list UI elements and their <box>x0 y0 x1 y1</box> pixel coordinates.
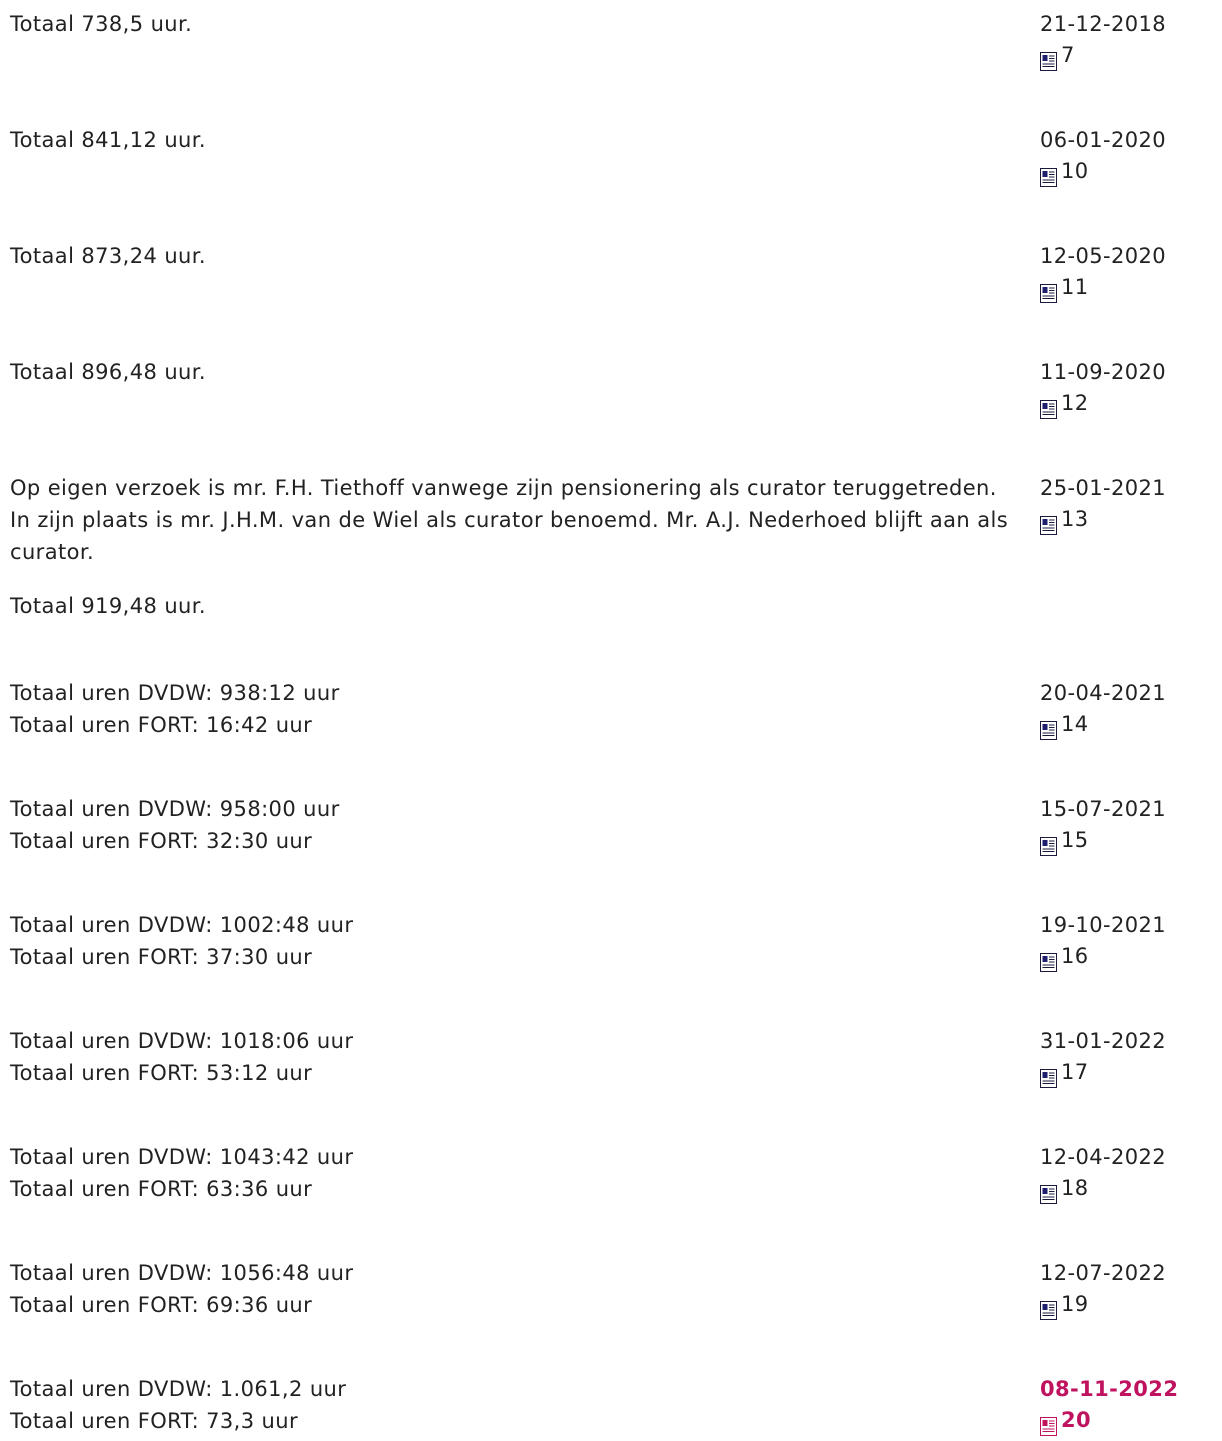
entry-text <box>10 1141 1010 1205</box>
document-icon <box>1040 52 1057 71</box>
entry-line: Totaal 738,5 uur. <box>10 12 193 36</box>
entry-line: Totaal uren FORT: 53:12 uur <box>10 1061 313 1085</box>
report-link[interactable] <box>1040 1405 1220 1441</box>
document-icon <box>1040 1185 1057 1204</box>
entry-line: Totaal uren FORT: 32:30 uur <box>10 829 313 853</box>
report-link[interactable] <box>1040 1057 1220 1093</box>
entry-meta <box>1040 909 1220 977</box>
entry-date: 12-04-2022 <box>1040 1145 1167 1169</box>
document-icon <box>1040 1417 1057 1436</box>
report-link[interactable] <box>1040 941 1220 977</box>
entry-line: Totaal uren FORT: 69:36 uur <box>10 1293 313 1317</box>
entry-date: 21-12-2018 <box>1040 12 1167 36</box>
entry-date: 06-01-2020 <box>1040 128 1167 152</box>
report-link[interactable] <box>1040 388 1220 424</box>
entry-date: 08-11-2022 <box>1040 1377 1179 1401</box>
entry-text <box>10 677 1010 741</box>
entry-text <box>10 793 1010 857</box>
entry-meta <box>1040 124 1220 192</box>
entry-date: 11-09-2020 <box>1040 360 1167 384</box>
entry-line: Totaal uren FORT: 37:30 uur <box>10 945 313 969</box>
entry-line: Totaal uren DVDW: 1018:06 uur <box>10 1029 354 1053</box>
entry-paragraph: Op eigen verzoek is mr. F.H. Tiethoff vanwege zijn pensionering als curator teruggetreden. In zijn plaats is mr. J.H.M. van de Wiel als curator benoemd. Mr. A.J. Nederhoed blijft aan als curator. <box>10 476 1009 564</box>
entry-line: Totaal 919,48 uur. <box>10 594 206 618</box>
document-icon <box>1040 168 1057 187</box>
entry-meta <box>1040 8 1220 76</box>
report-number[interactable]: 14 <box>1061 712 1089 736</box>
entry-line: Totaal uren FORT: 63:36 uur <box>10 1177 313 1201</box>
entry-date: 12-07-2022 <box>1040 1261 1167 1285</box>
document-icon <box>1040 721 1057 740</box>
entry-meta <box>1040 356 1220 424</box>
report-number[interactable]: 11 <box>1061 275 1089 299</box>
entry-text <box>10 240 1010 272</box>
entry-line: Totaal uren DVDW: 1.061,2 uur <box>10 1377 347 1401</box>
report-link[interactable] <box>1040 504 1220 540</box>
entry-line: Totaal 841,12 uur. <box>10 128 206 152</box>
entry-line: Totaal uren DVDW: 1002:48 uur <box>10 913 354 937</box>
report-number[interactable]: 10 <box>1061 159 1089 183</box>
entry-meta <box>1040 1141 1220 1209</box>
entry-text <box>10 8 1010 40</box>
report-number[interactable]: 7 <box>1061 43 1075 67</box>
entry-line: Totaal uren DVDW: 1056:48 uur <box>10 1261 354 1285</box>
report-number[interactable]: 15 <box>1061 828 1089 852</box>
entry-text <box>10 1025 1010 1089</box>
entry-date: 12-05-2020 <box>1040 244 1167 268</box>
document-icon <box>1040 1069 1057 1088</box>
entry-meta <box>1040 1025 1220 1093</box>
report-link[interactable] <box>1040 40 1220 76</box>
entry-text <box>10 356 1010 388</box>
entry-line: Totaal uren FORT: 73,3 uur <box>10 1409 299 1433</box>
entry-meta <box>1040 793 1220 861</box>
entry-meta <box>1040 1373 1220 1441</box>
report-number[interactable]: 18 <box>1061 1176 1089 1200</box>
entry-line: Totaal 873,24 uur. <box>10 244 206 268</box>
report-link[interactable] <box>1040 272 1220 308</box>
report-link[interactable] <box>1040 1173 1220 1209</box>
report-link[interactable] <box>1040 1289 1220 1325</box>
document-icon <box>1040 1301 1057 1320</box>
entry-date: 15-07-2021 <box>1040 797 1167 821</box>
entry-text <box>10 1373 1010 1437</box>
entry-meta <box>1040 472 1220 540</box>
entry-text <box>10 1257 1010 1321</box>
document-icon <box>1040 837 1057 856</box>
document-icon <box>1040 516 1057 535</box>
entry-line: Totaal uren DVDW: 938:12 uur <box>10 681 340 705</box>
entry-date: 20-04-2021 <box>1040 681 1167 705</box>
report-link[interactable] <box>1040 709 1220 745</box>
entry-text <box>10 124 1010 156</box>
report-link[interactable] <box>1040 825 1220 861</box>
entry-meta <box>1040 1257 1220 1325</box>
document-icon <box>1040 400 1057 419</box>
entry-line: Totaal uren FORT: 16:42 uur <box>10 713 313 737</box>
entry-date: 25-01-2021 <box>1040 476 1167 500</box>
entry-meta <box>1040 240 1220 308</box>
report-number[interactable]: 17 <box>1061 1060 1089 1084</box>
entry-text <box>10 472 1010 622</box>
entry-line: Totaal 896,48 uur. <box>10 360 206 384</box>
document-icon <box>1040 284 1057 303</box>
report-number[interactable]: 12 <box>1061 391 1089 415</box>
report-number[interactable]: 20 <box>1061 1408 1092 1432</box>
report-link[interactable] <box>1040 156 1220 192</box>
entry-line: Totaal uren DVDW: 1043:42 uur <box>10 1145 354 1169</box>
document-icon <box>1040 953 1057 972</box>
report-number[interactable]: 19 <box>1061 1292 1089 1316</box>
report-number[interactable]: 13 <box>1061 507 1089 531</box>
report-number[interactable]: 16 <box>1061 944 1089 968</box>
entry-meta <box>1040 677 1220 745</box>
entry-text <box>10 909 1010 973</box>
entry-date: 19-10-2021 <box>1040 913 1167 937</box>
entry-date: 31-01-2022 <box>1040 1029 1167 1053</box>
entry-line: Totaal uren DVDW: 958:00 uur <box>10 797 340 821</box>
